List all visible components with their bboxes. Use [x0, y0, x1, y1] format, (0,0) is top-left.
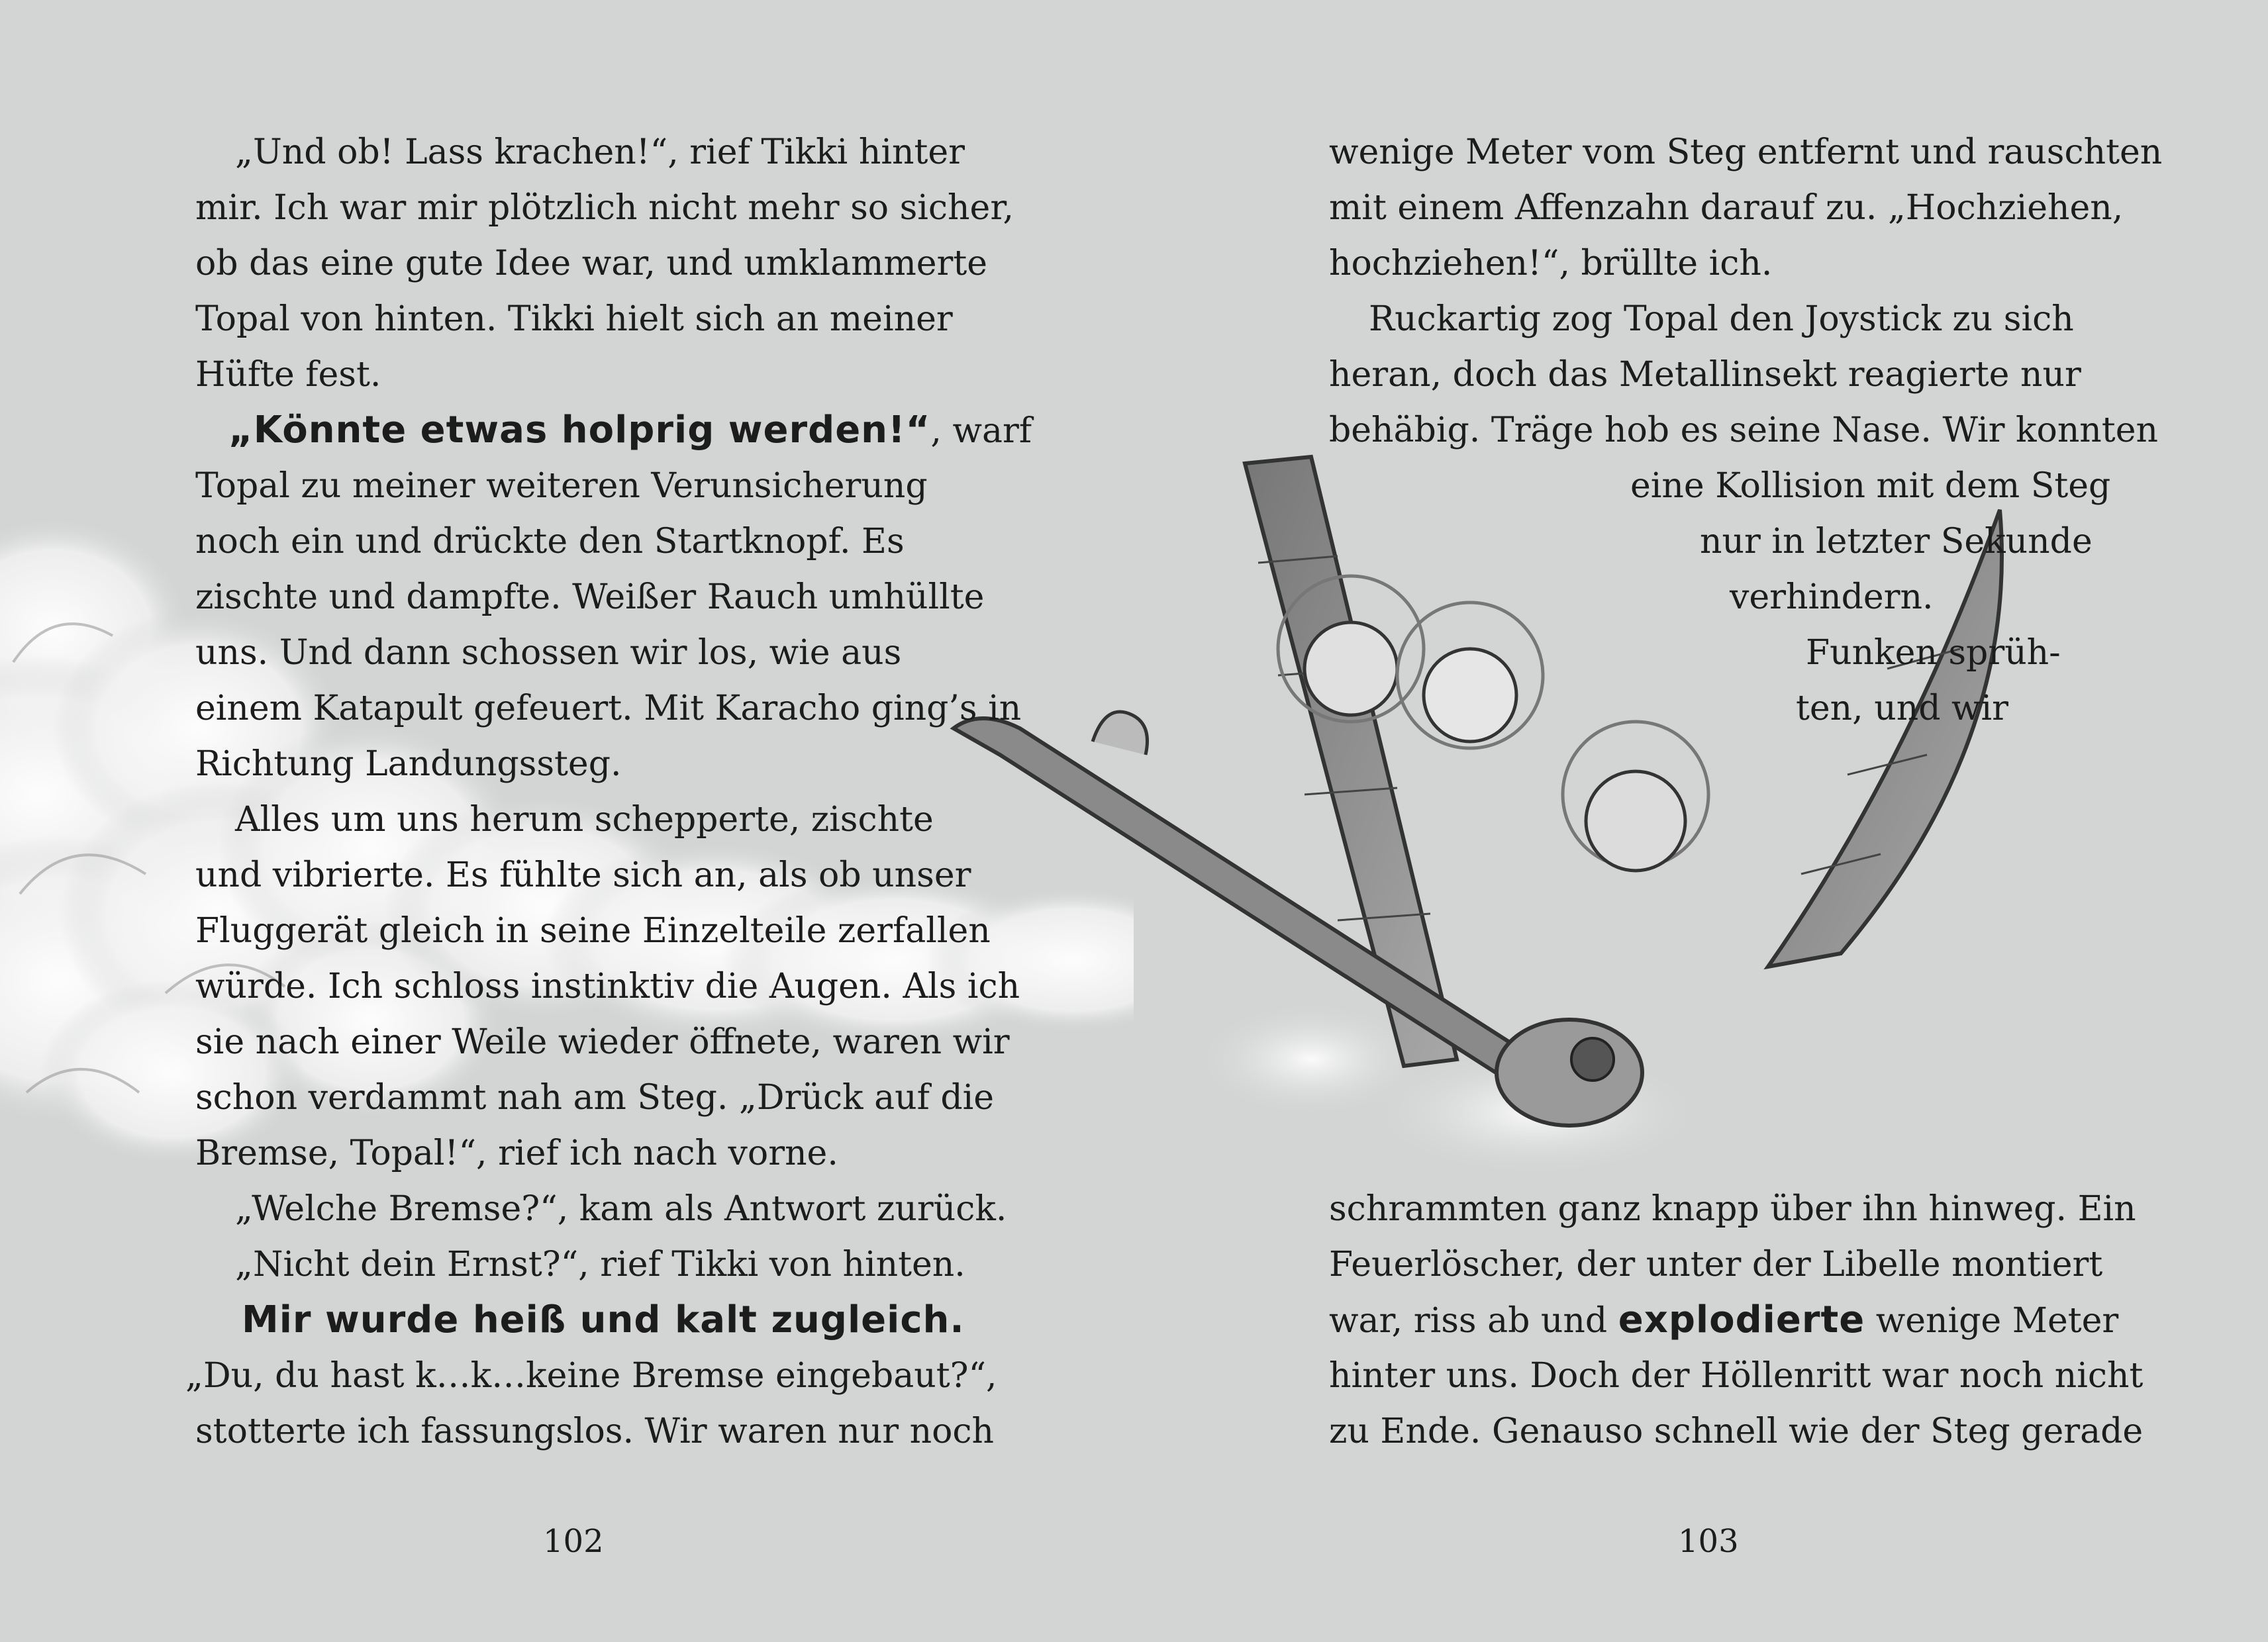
right-page: [1134, 0, 2268, 1642]
text-line: hochziehen!“, brüllte ich.: [1329, 244, 1773, 283]
text-line: heran, doch das Metallinsekt reagierte nur: [1329, 355, 2081, 395]
text-line-emphasis: [228, 403, 1032, 459]
text-line: stotterte ich fassungslos. Wir waren nur noch: [195, 1412, 995, 1451]
text-line: ten, und wir: [1796, 689, 2009, 728]
text-line: Feuerlöscher, der unter der Libelle montiert: [1329, 1245, 2103, 1284]
text-line: Hüfte fest.: [195, 355, 381, 395]
text-line: „Nicht dein Ernst?“, rief Tikki von hinten.: [235, 1245, 965, 1284]
text-line: ob das eine gute Idee war, und umklammerte: [195, 244, 988, 283]
text-line: wenige Meter vom Steg entfernt und rauschten: [1329, 132, 2163, 172]
text-line: Ruckartig zog Topal den Joystick zu sich: [1369, 299, 2074, 339]
text-span: , warf: [930, 411, 1032, 451]
text-line: schon verdammt nah am Steg. „Drück auf die: [195, 1078, 995, 1118]
text-line: zischte und dampfte. Weißer Rauch umhüllte: [195, 577, 985, 617]
text-line: verhindern.: [1730, 577, 1934, 617]
text-line: Funken sprüh-: [1806, 633, 2061, 673]
text-line: zu Ende. Genauso schnell wie der Steg gerade: [1329, 1412, 2144, 1451]
page-number: 103: [1678, 1523, 1739, 1560]
text-line: uns. Und dann schossen wir los, wie aus: [195, 633, 902, 673]
text-line: Topal von hinten. Tikki hielt sich an meiner: [195, 299, 953, 339]
text-line: „Und ob! Lass krachen!“, rief Tikki hinter: [235, 132, 965, 172]
text-span: wenige Meter: [1865, 1301, 2119, 1341]
text-line: schrammten ganz knapp über ihn hinweg. Ein: [1329, 1189, 2136, 1229]
text-line: eine Kollision mit dem Steg: [1630, 466, 2111, 506]
text-line: nur in letzter Sekunde: [1700, 522, 2093, 561]
text-line: Topal zu meiner weiteren Verunsicherung: [195, 466, 928, 506]
text-line: „Du, du hast k…k…keine Bremse eingebaut?“,: [185, 1356, 997, 1396]
text-line: mit einem Affenzahn darauf zu. „Hochziehen,: [1329, 188, 2124, 228]
text-line: Fluggerät gleich in seine Einzelteile zerfallen: [195, 911, 991, 951]
handwritten-emphasis-line: Mir wurde heiß und kalt zugleich.: [242, 1298, 965, 1341]
text-line: einem Katapult gefeuert. Mit Karacho ging’s in: [195, 689, 1022, 728]
text-line: würde. Ich schloss instinktiv die Augen. Als ich: [195, 967, 1020, 1006]
page-number: 102: [543, 1523, 604, 1560]
handwritten-emphasis: explodierte: [1618, 1298, 1865, 1341]
text-line: mir. Ich war mir plötzlich nicht mehr so sicher,: [195, 188, 1014, 228]
text-line: sie nach einer Weile wieder öffnete, waren wir: [195, 1022, 1010, 1062]
text-line: Bremse, Topal!“, rief ich nach vorne.: [195, 1134, 838, 1173]
text-line: und vibrierte. Es fühlte sich an, als ob unser: [195, 855, 971, 895]
handwritten-emphasis: „Könnte etwas holprig werden!“: [228, 409, 931, 452]
text-line: „Welche Bremse?“, kam als Antwort zurück.: [235, 1189, 1007, 1229]
text-line-emphasis: [1329, 1292, 2118, 1349]
text-line: behäbig. Träge hob es seine Nase. Wir konnten: [1329, 410, 2158, 450]
text-span: war, riss ab und: [1329, 1301, 1618, 1341]
text-line: Richtung Landungssteg.: [195, 744, 622, 784]
text-line: noch ein und drückte den Startknopf. Es: [195, 522, 905, 561]
text-line: hinter uns. Doch der Höllenritt war noch nicht: [1329, 1356, 2144, 1396]
text-line: Alles um uns herum schepperte, zischte: [235, 800, 934, 840]
